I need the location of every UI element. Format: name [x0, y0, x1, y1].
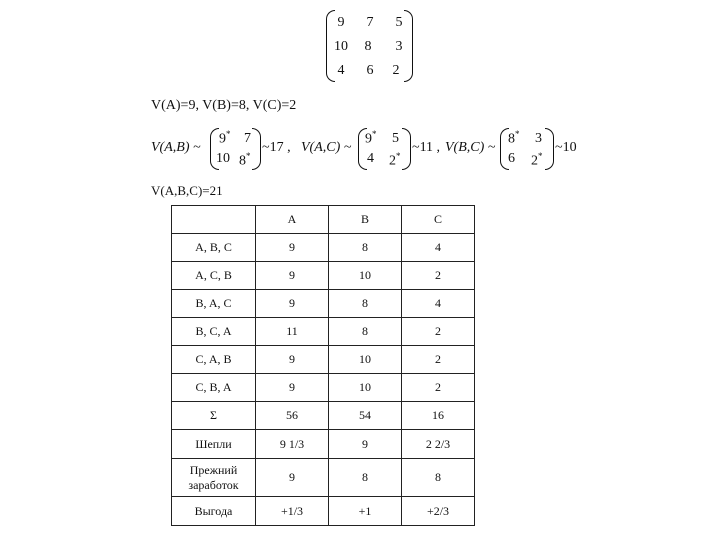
pair-cell: 10: [216, 151, 230, 166]
table-cell: +1: [329, 497, 402, 526]
table-cell: 2: [402, 346, 475, 374]
table-cell: 9: [256, 346, 329, 374]
row-label-cell: A, C, B: [172, 262, 256, 290]
table-cell: 2: [402, 262, 475, 290]
table-header-cell: B: [329, 206, 402, 234]
table-cell: 9: [329, 430, 402, 459]
table-cell: 9: [256, 234, 329, 262]
table-cell: 10: [329, 346, 402, 374]
table-cell: 2: [402, 374, 475, 402]
row-label-cell: Шепли: [172, 430, 256, 459]
pair-right-paren: [545, 128, 554, 170]
table-cell: 8: [329, 234, 402, 262]
matrix-cell: 6: [366, 63, 374, 78]
table-header-row: [172, 206, 475, 234]
table-cell: 56: [256, 402, 329, 430]
row-label-cell: Выгода: [172, 497, 256, 526]
pair-right-paren: [252, 128, 261, 170]
pair-result: ~10: [555, 140, 577, 155]
table-cell: 9: [256, 262, 329, 290]
pair-cell: 3: [535, 131, 542, 146]
pair-cell: 4: [367, 151, 374, 166]
pair-cell: 8*: [508, 129, 520, 147]
pair-cell: 2*: [389, 151, 401, 169]
matrix-cell: 8: [364, 39, 372, 54]
table-header-cell: [172, 206, 256, 234]
table-row: [172, 346, 475, 374]
pair-result: ~11 ,: [412, 140, 441, 155]
table-row: [172, 374, 475, 402]
table-cell: +2/3: [402, 497, 475, 526]
table-row: [172, 262, 475, 290]
vabc-line: V(A,B,C)=21: [151, 183, 223, 198]
pair-label: V(A,C) ~: [301, 140, 352, 155]
matrix-cell: 4: [337, 63, 345, 78]
table-cell: 2: [402, 318, 475, 346]
pair-cell: 6: [508, 151, 515, 166]
matrix-cell: 9: [337, 15, 345, 30]
matrix-cell: 2: [392, 63, 400, 78]
table-cell: 9: [256, 374, 329, 402]
pair-cell: 2*: [531, 151, 543, 169]
table-cell: 8: [402, 459, 475, 497]
table-cell: 10: [329, 374, 402, 402]
row-label-cell: C, B, A: [172, 374, 256, 402]
pair-label: V(A,B) ~: [151, 140, 201, 155]
pair-label: V(B,C) ~: [445, 140, 496, 155]
table-cell: 8: [329, 459, 402, 497]
table-header-cell: A: [256, 206, 329, 234]
table-cell: 54: [329, 402, 402, 430]
pair-cell: 9*: [219, 129, 231, 147]
table-cell: 9: [256, 290, 329, 318]
pair-cell: 7: [244, 131, 251, 146]
table-row: [172, 318, 475, 346]
pair-result: ~17 ,: [262, 140, 291, 155]
table-header-cell: C: [402, 206, 475, 234]
table-cell: 8: [329, 318, 402, 346]
pair-cell: 8*: [239, 151, 251, 169]
pair-cell: 5: [392, 131, 399, 146]
matrix-cell: 7: [366, 15, 374, 30]
matrix-cell: 3: [395, 39, 403, 54]
row-label-cell: Σ: [172, 402, 256, 430]
pair-right-paren: [402, 128, 411, 170]
table-cell: 4: [402, 234, 475, 262]
table-cell: 9: [256, 459, 329, 497]
table-row: [172, 402, 475, 430]
table-row: [172, 430, 475, 459]
row-label-cell: Прежний заработок: [172, 459, 256, 497]
matrix-cell: 10: [334, 39, 348, 54]
table-row: [172, 459, 475, 497]
table-row: [172, 497, 475, 526]
table-cell: 11: [256, 318, 329, 346]
row-label-cell: A, B, C: [172, 234, 256, 262]
values-line: V(A)=9, V(B)=8, V(C)=2: [151, 98, 297, 113]
table-cell: 16: [402, 402, 475, 430]
matrix-cell: 5: [395, 15, 403, 30]
row-label-cell: B, A, C: [172, 290, 256, 318]
table-cell: 8: [329, 290, 402, 318]
table-cell: 10: [329, 262, 402, 290]
table-cell: +1/3: [256, 497, 329, 526]
table-row: [172, 234, 475, 262]
table-cell: 4: [402, 290, 475, 318]
table-row: [172, 290, 475, 318]
table-cell: 9 1/3: [256, 430, 329, 459]
row-label-cell: C, A, B: [172, 346, 256, 374]
row-label-cell: B, C, A: [172, 318, 256, 346]
shapley-table: [171, 205, 475, 526]
pair-cell: 9*: [365, 129, 377, 147]
table-cell: 2 2/3: [402, 430, 475, 459]
